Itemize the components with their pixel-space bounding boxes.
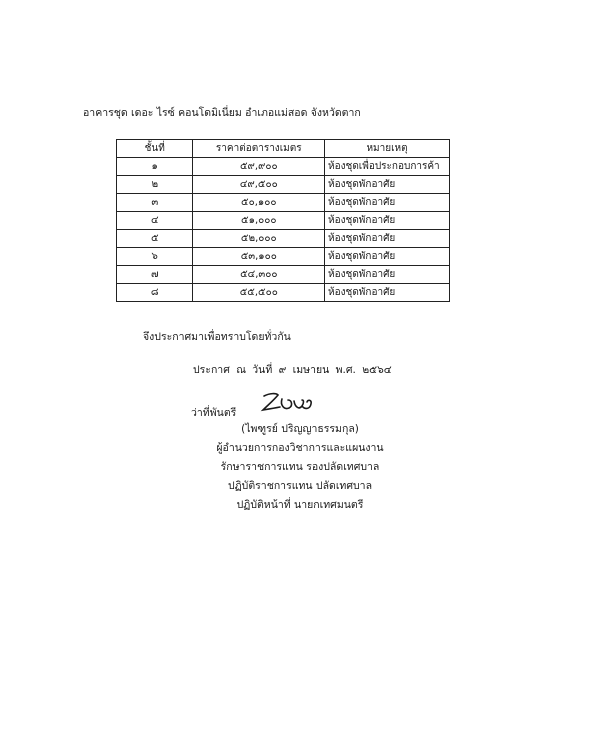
price-cell: ๕๕,๕๐๐ <box>193 284 325 302</box>
remark-cell: ห้องชุดพักอาศัย <box>325 230 450 248</box>
floor-cell: ๒ <box>117 176 193 194</box>
table-row <box>117 194 450 212</box>
acting-rank-label: ว่าที่พันตรี <box>191 407 237 419</box>
table-row <box>117 266 450 284</box>
table-header-row <box>117 140 450 158</box>
remark-cell: ห้องชุดพักอาศัย <box>325 266 450 284</box>
signatory-title-line: รักษาราชการแทน รองปลัดเทศบาล <box>220 461 380 473</box>
remark-cell: ห้องชุดพักอาศัย <box>325 284 450 302</box>
table-row <box>117 212 450 230</box>
remark-cell: ห้องชุดเพื่อประกอบการค้า <box>325 158 450 176</box>
signatory-title-line: ปฏิบัติราชการแทน ปลัดเทศบาล <box>227 480 373 492</box>
remark-cell: ห้องชุดพักอาศัย <box>325 212 450 230</box>
price-cell: ๔๙,๕๐๐ <box>193 176 325 194</box>
table-row <box>117 248 450 266</box>
floor-cell: ๔ <box>117 212 193 230</box>
price-cell: ๕๒,๐๐๐ <box>193 230 325 248</box>
document-heading: อาคารชุด เดอะ ไรซ์ คอนโดมิเนี่ยม อำเภอแม่สอด จังหวัดตาก <box>83 107 361 119</box>
price-table <box>116 139 450 302</box>
floor-cell: ๑ <box>117 158 193 176</box>
announcement-text: จึงประกาศมาเพื่อทราบโดยทั่วกัน <box>143 331 291 343</box>
floor-cell: ๖ <box>117 248 193 266</box>
price-cell: ๕๔,๓๐๐ <box>193 266 325 284</box>
price-cell: ๕๙,๙๐๐ <box>193 158 325 176</box>
announcement-date: ประกาศ ณ วันที่ ๙ เมษายน พ.ศ. ๒๕๖๔ <box>193 364 392 376</box>
table-row <box>117 176 450 194</box>
price-cell: ๕๐,๑๐๐ <box>193 194 325 212</box>
remark-cell: ห้องชุดพักอาศัย <box>325 248 450 266</box>
price-cell: ๕๓,๑๐๐ <box>193 248 325 266</box>
column-header-remark: หมายเหตุ <box>325 140 450 158</box>
signatory-name: (ไพฑูรย์ ปริญญาธรรมกุล) <box>241 423 359 435</box>
remark-cell: ห้องชุดพักอาศัย <box>325 194 450 212</box>
table-row <box>117 158 450 176</box>
floor-cell: ๗ <box>117 266 193 284</box>
handwritten-signature <box>258 389 320 417</box>
column-header-price: ราคาต่อตารางเมตร <box>193 140 325 158</box>
floor-cell: ๕ <box>117 230 193 248</box>
signature-block <box>200 420 400 515</box>
remark-cell: ห้องชุดพักอาศัย <box>325 176 450 194</box>
signatory-title-line: ปฏิบัติหน้าที่ นายกเทศมนตรี <box>236 499 364 511</box>
floor-cell: ๘ <box>117 284 193 302</box>
signatory-title-line: ผู้อำนวยการกองวิชาการและแผนงาน <box>216 442 384 454</box>
column-header-floor: ชั้นที่ <box>117 140 193 158</box>
table-row <box>117 230 450 248</box>
floor-cell: ๓ <box>117 194 193 212</box>
table-row <box>117 284 450 302</box>
price-cell: ๕๑,๐๐๐ <box>193 212 325 230</box>
